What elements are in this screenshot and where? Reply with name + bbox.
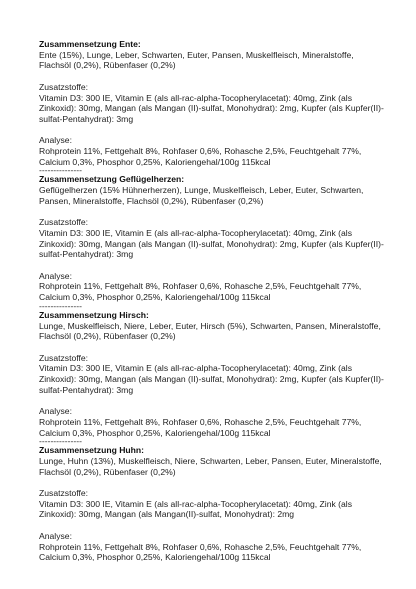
additives-label: Zusatzstoffe: <box>39 352 89 363</box>
section-heading: Zusammensetzung Hirsch: <box>39 309 149 320</box>
section-heading: Zusammensetzung Geflügelherzen: <box>39 174 185 185</box>
additives-text: Vitamin D3: 300 IE, Vitamin E (als all-rac-alpha-Tocopherylacetat): 40mg, Zink (als Zinkoxid): 30mg, Mangan (als Mangan (II)-sulfat, Monohydrat): 2mg, Kupfer (als Kupfer(II)-sulfat-Pentahydrat): 3mg <box>39 363 384 395</box>
section-heading: Zusammensetzung Ente: <box>39 39 141 49</box>
analysis-label: Analyse: <box>39 135 72 146</box>
separator: --------------- <box>39 165 82 176</box>
additives-text: Vitamin D3: 300 IE, Vitamin E (als all-rac-alpha-Tocopherylacetat): 40mg, Zink (als Zinkoxid): 30mg, Mangan (als Mangan (II)-sulfat, Monohydrat): 2mg, Kupfer (als Kupfer(II)-sulfat-Pentahydrat): 3mg <box>39 92 384 124</box>
composition-text: Ente (15%), Lunge, Leber, Schwarten, Euter, Pansen, Muskelfleisch, Mineralstoffe, Flachsöl (0,2%), Rübenfaser (0,2%) <box>39 49 354 71</box>
additives-text: Vitamin D3: 300 IE, Vitamin E (als all-rac-alpha-Tocopherylacetat): 40mg, Zink (als Zinkoxid): 30mg, Mangan (als Mangan(II)-sulfat, Monohydrat): 2mg <box>39 498 353 520</box>
section-huhn <box>39 445 384 563</box>
separator: --------------- <box>39 300 82 311</box>
separator: --------------- <box>39 436 82 447</box>
composition-text: Lunge, Muskelfleisch, Niere, Leber, Euter, Hirsch (5%), Schwarten, Pansen, Mineralstoffe, Flachsöl (0,2%), Rübenfaser (0,2%) <box>39 320 381 342</box>
analysis-text: Rohprotein 11%, Fettgehalt 8%, Rohfaser 0,6%, Rohasche 2,5%, Feuchtgehalt 77%, Calcium 0,3%, Phosphor 0,25%, Kaloriengehal/100g 115kcal <box>39 541 362 563</box>
composition-text: Lunge, Huhn (13%), Muskelfleisch, Niere, Schwarten, Leber, Pansen, Euter, Mineralstoffe, Flachsöl (0,2%), Rübenfaser (0,2%) <box>39 455 382 477</box>
additives-label: Zusatzstoffe: <box>39 488 89 499</box>
analysis-text: Rohprotein 11%, Fettgehalt 8%, Rohfaser 0,6%, Rohasche 2,5%, Feuchtgehalt 77%, Calcium 0,3%, Phosphor 0,25%, Kaloriengehal/100g 115kcal <box>39 281 362 303</box>
additives-label: Zusatzstoffe: <box>39 81 89 92</box>
analysis-text: Rohprotein 11%, Fettgehalt 8%, Rohfaser 0,6%, Rohasche 2,5%, Feuchtgehalt 77%, Calcium 0,3%, Phosphor 0,25%, Kaloriengehal/100g 115kcal <box>39 416 362 438</box>
analysis-text: Rohprotein 11%, Fettgehalt 8%, Rohfaser 0,6%, Rohasche 2,5%, Feuchtgehalt 77%, Calcium 0,3%, Phosphor 0,25%, Kaloriengehal/100g 115kcal <box>39 146 362 167</box>
analysis-label: Analyse: <box>39 270 72 281</box>
section-hirsch <box>39 310 384 445</box>
additives-text: Vitamin D3: 300 IE, Vitamin E (als all-rac-alpha-Tocopherylacetat): 40mg, Zink (als Zinkoxid): 30mg, Mangan (als Mangan (II)-sulfat, Monohydrat): 2mg, Kupfer (als Kupfer(II)-sulfat-Pentahydrat): 3mg <box>39 227 384 260</box>
composition-text: Geflügelherzen (15% Hühnerherzen), Lunge, Muskelfleisch, Leber, Euter, Schwarten, Pansen, Mineralstoffe, Flachsöl (0,2%), Rübenfaser (0,2%) <box>39 185 364 206</box>
document-body <box>39 39 384 563</box>
additives-label: Zusatzstoffe: <box>39 217 89 228</box>
section-gefluegelherzen <box>39 174 384 309</box>
analysis-label: Analyse: <box>39 406 72 417</box>
section-ente <box>39 39 384 174</box>
analysis-label: Analyse: <box>39 530 72 541</box>
section-heading: Zusammensetzung Huhn: <box>39 445 145 456</box>
